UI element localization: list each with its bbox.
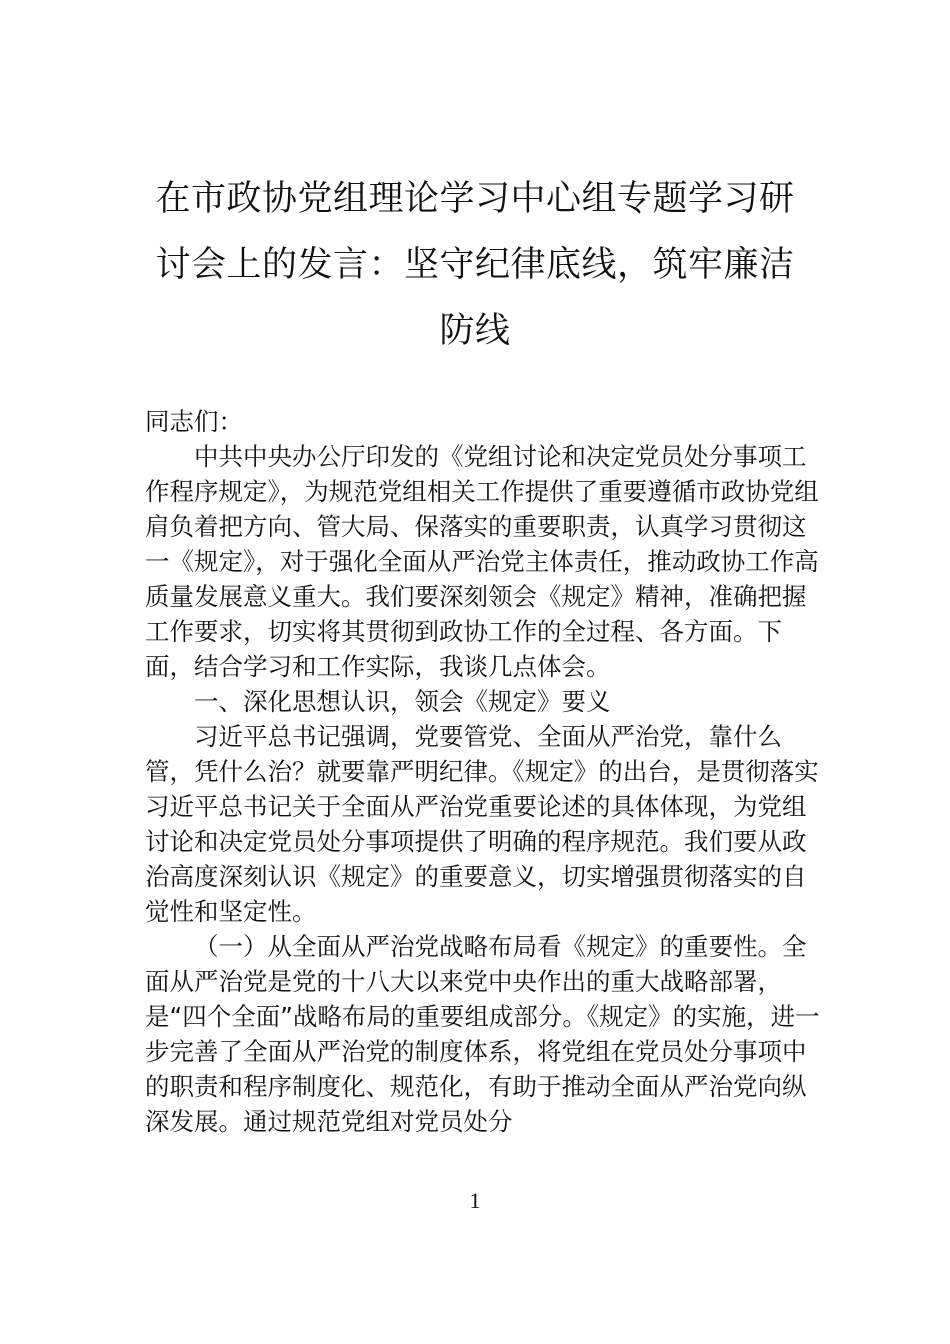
title-line-2: 讨会上的发言：坚守纪律底线，筑牢廉洁 xyxy=(155,245,795,285)
title-line-1: 在市政协党组理论学习中心组专题学习研 xyxy=(155,179,795,219)
document-title xyxy=(140,166,810,364)
salutation: 同志们： xyxy=(145,407,243,436)
document-body xyxy=(145,404,825,1139)
section-heading-1: 一、深化思想认识，领会《规定》要义 xyxy=(194,687,611,716)
paragraph-section-1: 习近平总书记强调，党要管党、全面从严治党，靠什么管，凭什么治？就要靠严明纪律。《规定》的出台，是贯彻落实习近平总书记关于全面从严治党重要论述的具体体现，为党组讨论和决定党员处分事项提供了明确的程序规范。我们要从政治高度深刻认识《规定》的重要意义，切实增强贯彻落实的自觉性和坚定性。 xyxy=(145,722,819,926)
title-line-3: 防线 xyxy=(439,311,511,351)
paragraph-subsection-1: （一）从全面从严治党战略布局看《规定》的重要性。全面从严治党是党的十八大以来党中央作出的重大战略部署，是“四个全面”战略布局的重要组成部分。《规定》的实施，进一步完善了全面从严治党的制度体系，将党组在党员处分事项中的职责和程序制度化、规范化，有助于推动全面从严治党向纵深发展。通过规范党组对党员处分 xyxy=(145,932,820,1136)
paragraph-intro: 中共中央办公厅印发的《党组讨论和决定党员处分事项工作程序规定》，为规范党组相关工作提供了重要遵循市政协党组肩负着把方向、管大局、保落实的重要职责，认真学习贯彻这一《规定》，对于强化全面从严治党主体责任，推动政协工作高质量发展意义重大。我们要深刻领会《规定》精神，准确把握工作要求，切实将其贯彻到政协工作的全过程、各方面。下面，结合学习和工作实际，我谈几点体会。 xyxy=(145,442,819,681)
page-number: 1 xyxy=(469,1188,481,1213)
